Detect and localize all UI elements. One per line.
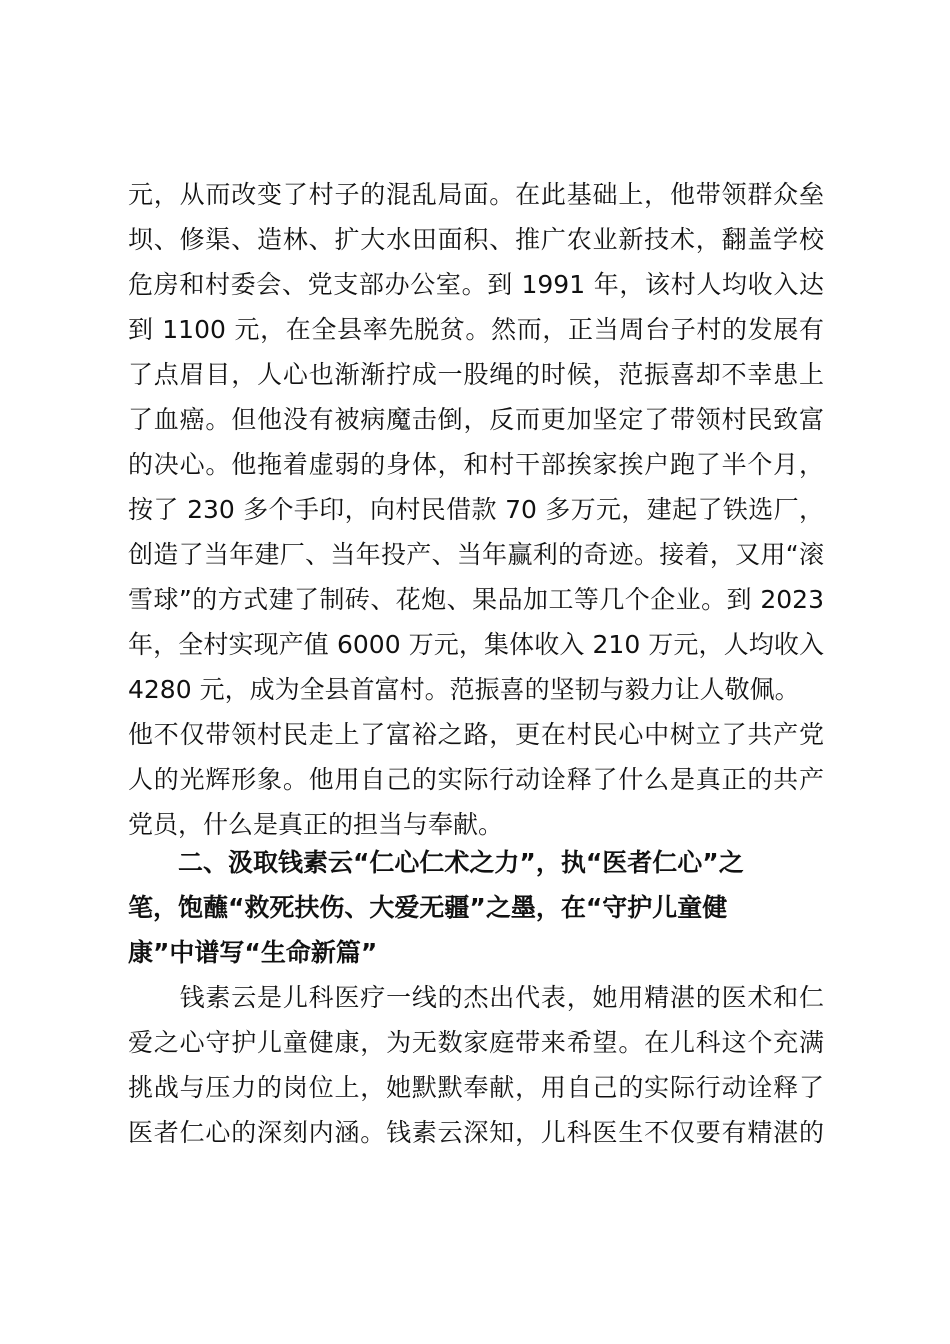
text-line: 按了 230 多个手印，向村民借款 70 多万元，建起了铁选厂，: [128, 495, 824, 524]
text-line: 挑战与压力的岗位上，她默默奉献，用自己的实际行动诠释了: [128, 1073, 824, 1102]
heading-line: 二、汲取钱素云“仁心仁术之力”，执“医者仁心”之: [128, 848, 744, 877]
text-line: 钱素云是儿科医疗一线的杰出代表，她用精湛的医术和仁: [128, 983, 824, 1012]
paragraph-body: [128, 975, 824, 1155]
text-line: 坝、修渠、造林、扩大水田面积、推广农业新技术，翻盖学校: [128, 225, 824, 254]
text-line: 到 1100 元，在全县率先脱贫。然而，正当周台子村的发展有: [128, 315, 824, 344]
text-line: 人的光辉形象。他用自己的实际行动诠释了什么是真正的共产: [128, 765, 824, 794]
heading-line: 笔，饱蘸“救死扶伤、大爱无疆”之墨，在“守护儿童健: [128, 893, 728, 922]
text-line: 了点眉目，人心也渐渐拧成一股绳的时候，范振喜却不幸患上: [128, 360, 824, 389]
text-line: 创造了当年建厂、当年投产、当年赢利的奇迹。接着，又用“滚: [128, 540, 824, 569]
text-line: 了血癌。但他没有被病魔击倒，反而更加坚定了带领村民致富: [128, 405, 824, 434]
text-line: 年，全村实现产值 6000 万元，集体收入 210 万元，人均收入: [128, 630, 824, 659]
paragraph-body: [128, 172, 824, 847]
text-line: 爱之心守护儿童健康，为无数家庭带来希望。在儿科这个充满: [128, 1028, 824, 1057]
text-line: 元，从而改变了村子的混乱局面。在此基础上，他带领群众垒: [128, 180, 824, 209]
text-line: 的决心。他拖着虚弱的身体，和村干部挨家挨户跑了半个月，: [128, 450, 824, 479]
text-line: 雪球”的方式建了制砖、花炮、果品加工等几个企业。到 2023: [128, 585, 824, 614]
heading-line: 康”中谱写“生命新篇”: [128, 938, 378, 967]
section-heading: [128, 840, 824, 975]
text-line: 党员，什么是真正的担当与奉献。: [128, 810, 504, 839]
text-line: 4280 元，成为全县首富村。范振喜的坚韧与毅力让人敬佩。: [128, 675, 800, 704]
text-line: 他不仅带领村民走上了富裕之路，更在村民心中树立了共产党: [128, 720, 824, 749]
text-line: 医者仁心的深刻内涵。钱素云深知，儿科医生不仅要有精湛的: [128, 1118, 824, 1147]
text-line: 危房和村委会、党支部办公室。到 1991 年，该村人均收入达: [128, 270, 824, 299]
